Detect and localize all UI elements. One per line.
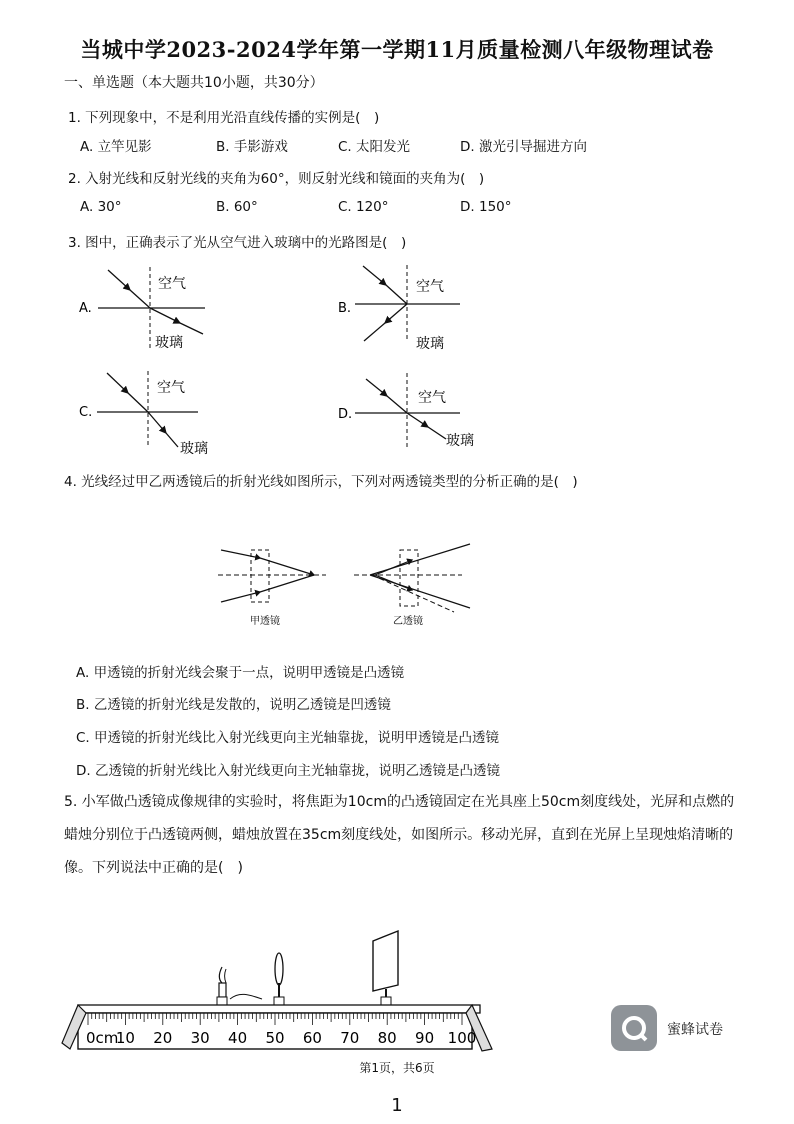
question-4-stem: 4. 光线经过甲乙两透镜后的折射光线如图所示，下列对两透镜类型的分析正确的是( ) [64,474,578,490]
diagram-c [79,371,208,457]
ruler-tick-label: 100 [447,1029,477,1047]
lens-a-diagram [218,550,326,627]
lens-b-label: 乙透镜 [393,616,423,627]
question-1-option-d: D. 激光引导掘进方向 [460,139,587,155]
diagram-a [79,267,205,351]
page-footer: 第1页，共6页 [359,1061,435,1075]
section-heading: 一、单选题（本大题共10小题，共30分） [64,75,324,91]
diagram-a-glass-label: 玻璃 [155,335,183,351]
diagram-b-air-label: 空气 [416,279,444,295]
diagram-b [338,265,460,352]
question-2-option-c: C. 120° [338,199,389,215]
diagram-a-air-label: 空气 [158,276,186,292]
question-5-line-1: 5. 小军做凸透镜成像规律的实验时，将焦距为10cm的凸透镜固定在光具座上50cm刻度线处，光屏和点燃的 [64,794,735,810]
question-1-option-b: B. 手影游戏 [216,139,288,155]
ruler-tick-label: 80 [377,1029,397,1047]
question-2-stem: 2. 入射光线和反射光线的夹角为60°，则反射光线和镜面的夹角为( ) [68,171,485,187]
lens-a-label: 甲透镜 [250,616,280,627]
question-1-option-a: A. 立竿见影 [80,139,152,155]
exam-title: 当城中学2023-2024学年第一学期11月质量检测八年级物理试卷 [80,37,714,62]
question-4-option-b: B. 乙透镜的折射光线是发散的，说明乙透镜是凹透镜 [76,697,391,713]
diagram-c-glass-label: 玻璃 [180,441,208,457]
diagram-d [338,373,474,449]
page-number: 1 [391,1095,403,1116]
watermark-text: 蜜蜂试卷 [667,1022,723,1038]
question-5-line-3: 像。下列说法中正确的是( ) [64,860,243,876]
ruler-tick-label: 0cm [86,1029,119,1047]
ruler-tick-label: 70 [340,1029,360,1047]
ruler-tick-label: 40 [228,1029,248,1047]
ruler-tick-label: 10 [115,1029,135,1047]
diagram-b-glass-label: 玻璃 [416,336,444,352]
watermark-logo-icon [611,1005,657,1051]
diagram-d-air-label: 空气 [418,390,446,406]
diagram-b-label: B. [338,301,352,316]
ruler-tick-label: 50 [265,1029,285,1047]
ruler-tick-label: 90 [415,1029,435,1047]
question-4-option-c: C. 甲透镜的折射光线比入射光线更向主光轴靠拢，说明甲透镜是凸透镜 [76,730,500,746]
ruler-tick-label: 60 [302,1029,322,1047]
ruler-tick-label: 30 [190,1029,210,1047]
bench-rail-top [78,1005,480,1013]
diagram-d-label: D. [338,407,353,422]
convex-lens [274,953,284,1005]
light-screen [373,931,398,1005]
question-1-stem: 1. 下列现象中，不是利用光沿直线传播的实例是( ) [68,110,380,126]
lens-diagrams [0,530,794,630]
question-2-option-d: D. 150° [460,199,512,215]
question-4-option-a: A. 甲透镜的折射光线会聚于一点，说明甲透镜是凸透镜 [76,665,405,681]
diagram-c-label: C. [79,405,93,420]
candle [217,967,227,1005]
diagram-d-glass-label: 玻璃 [446,433,474,449]
question-2-option-b: B. 60° [216,199,258,215]
lens-b-diagram [354,544,470,627]
question-5-line-2: 蜡烛分别位于凸透镜两侧，蜡烛放置在35cm刻度线处，如图所示。移动光屏，直到在光屏上呈现烛焰清晰的 [64,827,734,843]
question-2-option-a: A. 30° [80,199,122,215]
refraction-diagrams [0,255,794,465]
diagram-a-label: A. [79,301,92,316]
question-1-option-c: C. 太阳发光 [338,139,411,155]
diagram-c-air-label: 空气 [157,380,185,396]
ruler-tick-label: 20 [153,1029,173,1047]
question-4-option-d: D. 乙透镜的折射光线比入射光线更向主光轴靠拢，说明乙透镜是凸透镜 [76,763,500,779]
question-3-stem: 3. 图中，正确表示了光从空气进入玻璃中的光路图是( ) [68,235,407,251]
